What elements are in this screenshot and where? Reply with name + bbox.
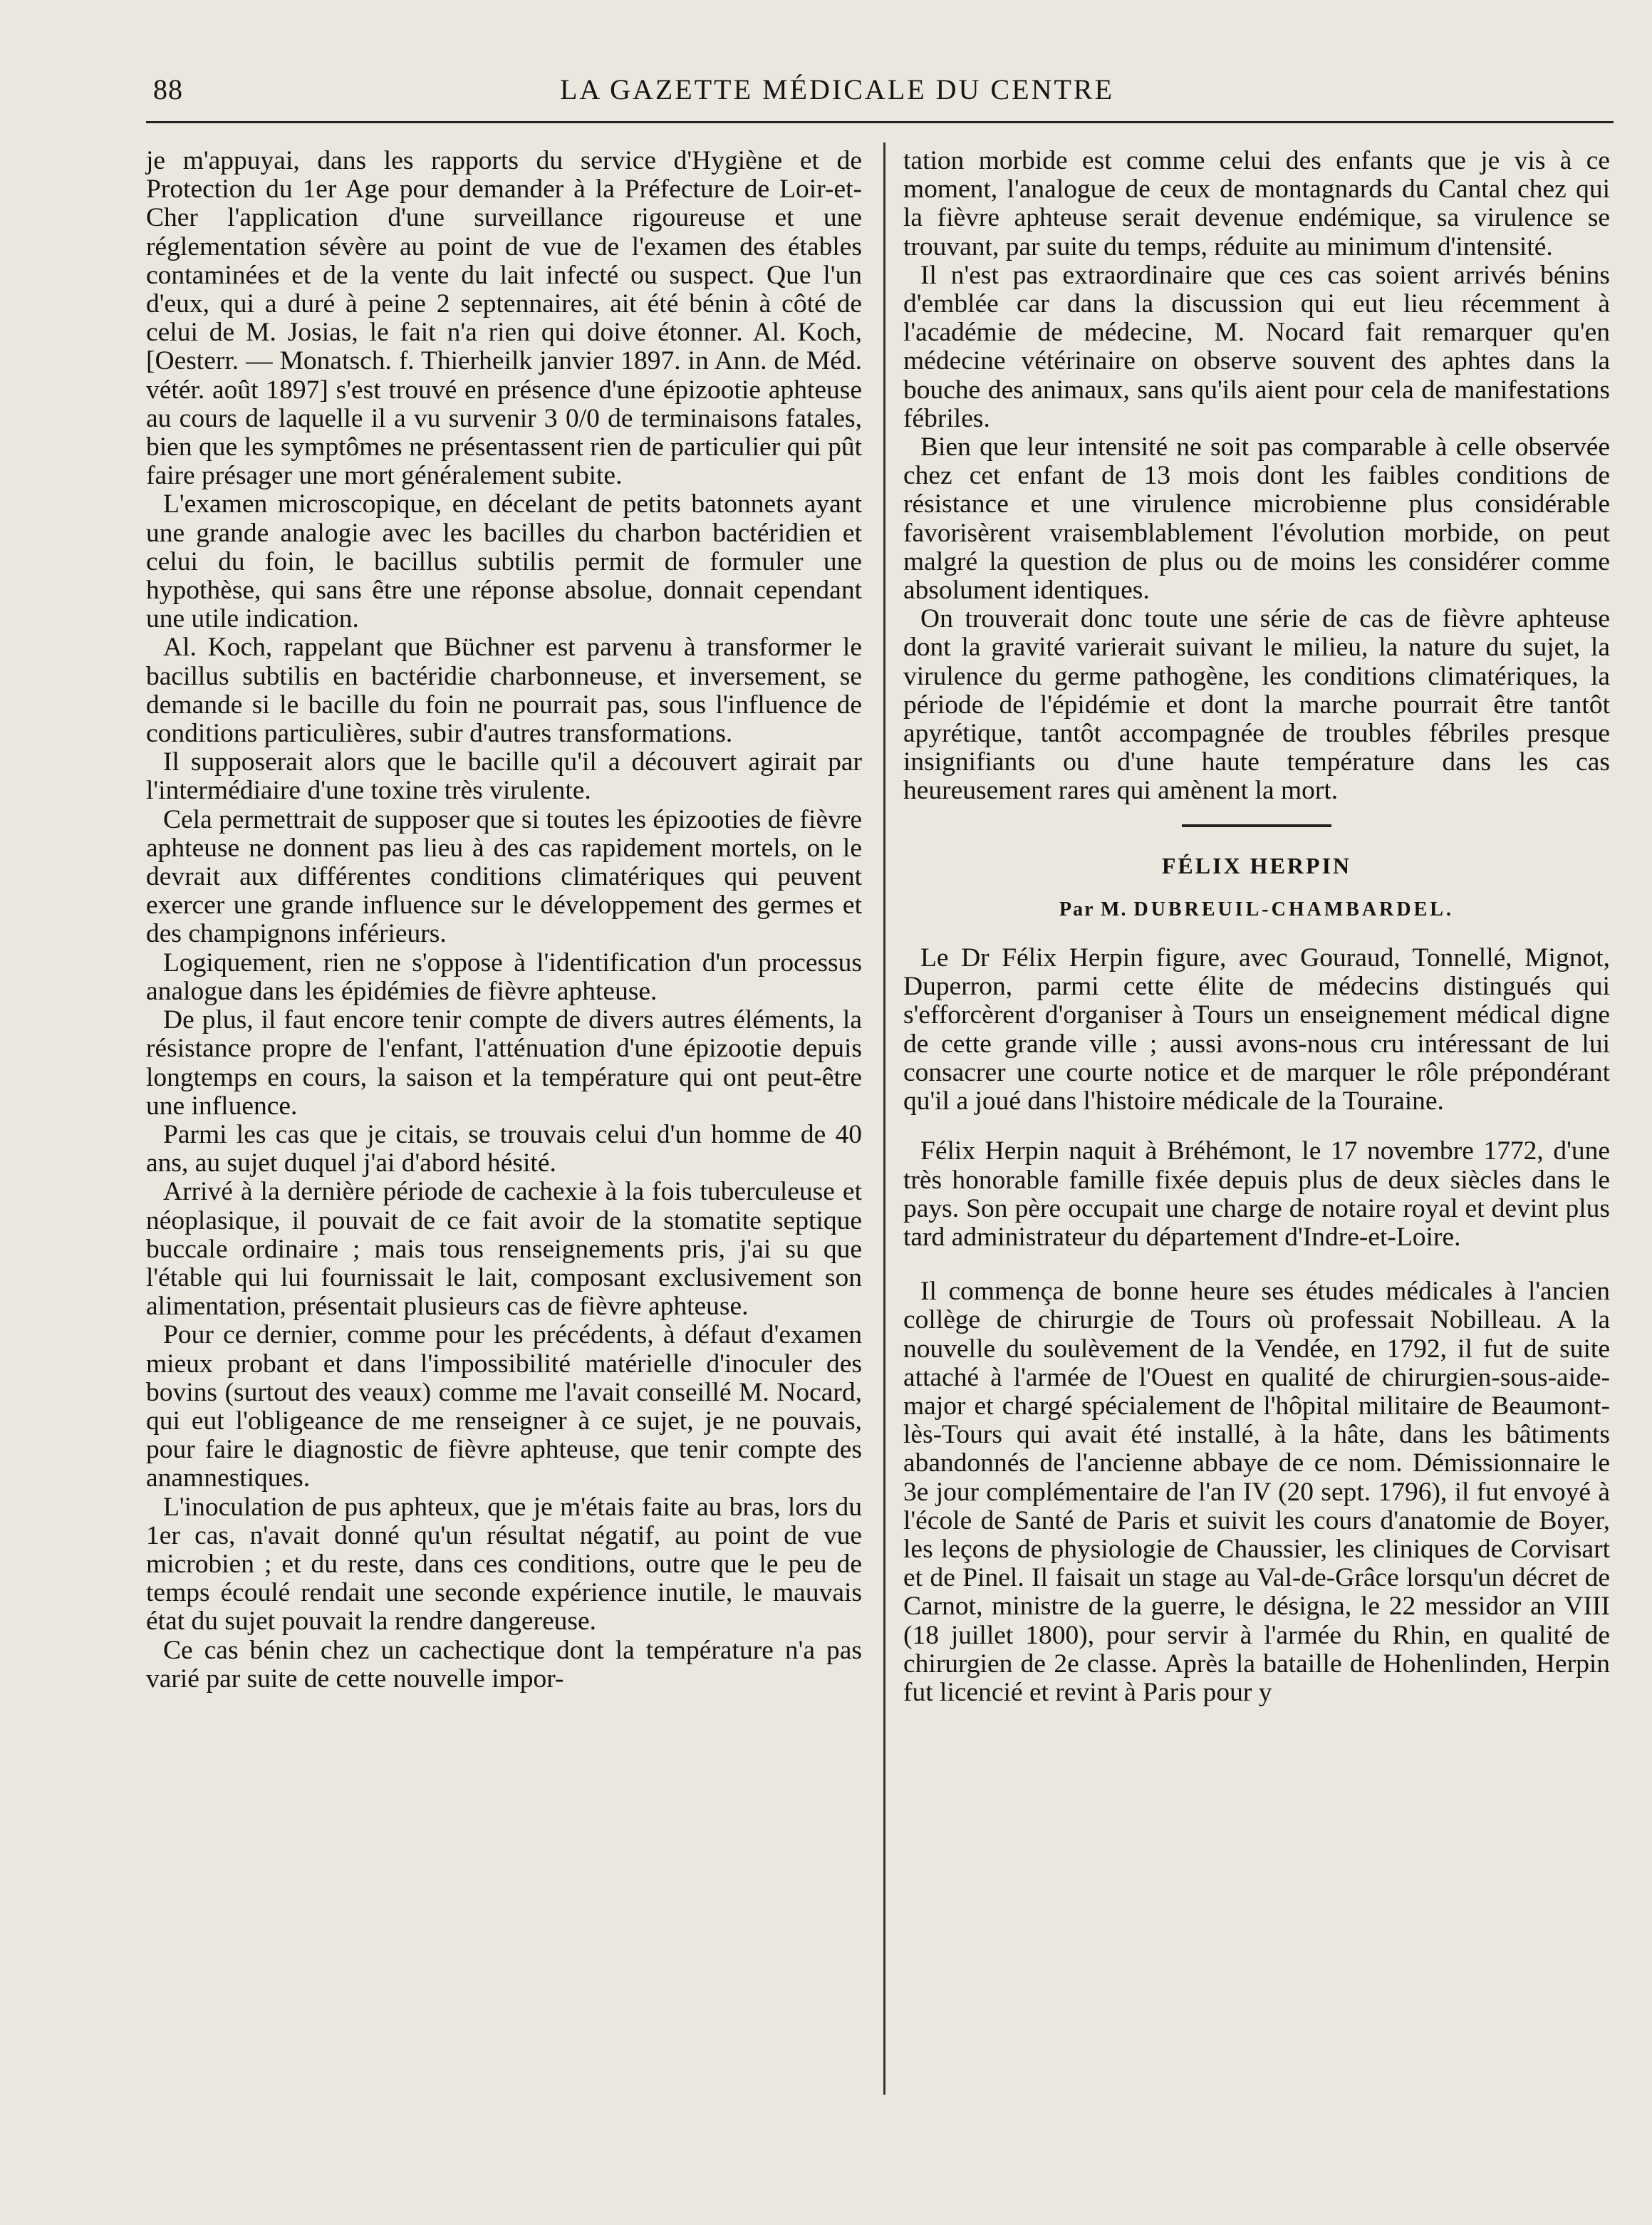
paragraph: Le Dr Félix Herpin figure, avec Gouraud, Tonnellé, Mignot, Duperron, parmi cette élite de médecins distingués qui s'efforcèrent d'organiser à Tours un enseignement médical digne de cette grande ville ; aussi avons-nous cru intéressant de lui consacrer une courte notice et de marquer le rôle prépondérant qu'il a joué dans l'histoire médicale de la Touraine. xyxy=(903,943,1610,1116)
left-column xyxy=(146,147,862,1694)
paragraph: Logiquement, rien ne s'oppose à l'identification d'un processus analogue dans les épidémies de fièvre aphteuse. xyxy=(146,948,862,1006)
paragraph: L'inoculation de pus aphteux, que je m'étais faite au bras, lors du 1er cas, n'avait donné qu'un résultat négatif, au point de vue microbien ; et du reste, dans ces conditions, outre que le peu de temps écoulé rendait une seconde expérience inutile, le mauvais état du sujet pouvait la rendre dangereuse. xyxy=(146,1492,862,1637)
running-title: LA GAZETTE MÉDICALE DU CENTRE xyxy=(559,73,1114,105)
page-header xyxy=(146,73,1528,115)
paragraph: Bien que leur intensité ne soit pas comparable à celle observée chez cet enfant de 13 mois dont les faibles conditions de résistance et une virulence microbienne plus considérable favorisèrent vraisemblablement l'évolution morbide, on peut malgré la question de plus ou de moins les considérer comme absolument identiques. xyxy=(903,432,1610,606)
paragraph: Il commença de bonne heure ses études médicales à l'ancien collège de chirurgie de Tours où professait Nobilleau. A la nouvelle du soulèvement de la Vendée, en 1792, il fut de suite attaché à l'armée de l'Ouest en qualité de chirurgien-sous-aide-major et chargé spécialement de l'hôpital militaire de Beaumont-lès-Tours qui avait été installé, à la hâte, dans les bâtiments abandonnés de l'ancienne abbaye de ce nom. Démissionnaire le 3e jour complémentaire de l'an IV (20 sept. 1796), il fut envoyé à l'école de Santé de Paris et suivit les cours d'anatomie de Boyer, les leçons de physiologie de Chaussier, les cliniques de Corvisart et de Pinel. Il faisait un stage au Val-de-Grâce lorsqu'un décret de Carnot, ministre de la guerre, le désigna, le 22 messidor an VIII (18 juillet 1800), pour servir à l'armée du Rhin, en qualité de chirurgien de 2e classe. Après la bataille de Hohenlinden, Herpin fut licencié et revint à Paris pour y xyxy=(903,1277,1610,1707)
paragraph: Parmi les cas que je citais, se trouvais celui d'un homme de 40 ans, au sujet duquel j'ai d'abord hésité. xyxy=(146,1119,862,1178)
column-divider xyxy=(883,142,885,2095)
section-separator xyxy=(1182,824,1331,827)
byline-author: DUBREUIL-CHAMBARDEL. xyxy=(1133,898,1454,920)
paragraph: tation morbide est comme celui des enfants que je vis à ce moment, l'analogue de ceux de montagnards du Cantal chez qui la fièvre aphteuse serait devenue endémique, sa virulence se trouvant, par suite du temps, réduite au minimum d'intensité. xyxy=(903,146,1610,261)
article-title: FÉLIX HERPIN xyxy=(1161,852,1352,878)
page-number: 88 xyxy=(153,73,183,105)
paragraph: Al. Koch, rappelant que Büchner est parvenu à transformer le bacillus subtilis en bactéridie charbonneuse, et inversement, se demande si le bacille du foin ne pourrait pas, sous l'influence de conditions particulières, subir d'autres transformations. xyxy=(146,633,862,749)
paragraph: je m'appuyai, dans les rapports du service d'Hygiène et de Protection du 1er Age pour demander à la Préfecture de Loir-et-Cher l'application d'une surveillance rigoureuse et une réglementation sévère au point de vue de l'examen des étables contaminées et de la vente du lait infecté ou suspect. Que l'un d'eux, qui a duré à peine 2 septennaires, ait été bénin à côté de celui de M. Josias, le fait n'a rien qui doive étonner. Al. Koch, [Oesterr. — Monatsch. f. Thierheilk janvier 1897. in Ann. de Méd. vétér. août 1897] s'est trouvé en présence d'une épizootie aphteuse au cours de laquelle il a vu survenir 3 0/0 de terminaisons fatales, bien que les symptômes ne présentassent rien de particulier qui pût faire présager une mort généralement subite. xyxy=(146,146,862,491)
paragraph: L'examen microscopique, en décelant de petits batonnets ayant une grande analogie avec les bacilles du charbon bactéridien et celui du foin, le bacillus subtilis permit de formuler une hypothèse, qui sans être une réponse absolue, donnait cependant une utile indication. xyxy=(146,489,862,634)
paragraph: Félix Herpin naquit à Bréhémont, le 17 novembre 1772, d'une très honorable famille fixée depuis plus de deux siècles dans le pays. Son père occupait une charge de notaire royal et devint plus tard administrateur du département d'Indre-et-Loire. xyxy=(903,1136,1610,1252)
paragraph: Arrivé à la dernière période de cachexie à la fois tuberculeuse et néoplasique, il pouvait de ce fait avoir de la stomatite septique buccale ordinaire ; mais tous renseignements pris, j'ai su que l'étable qui lui fournissait le lait, composant exclusivement son alimentation, présentait plusieurs cas de fièvre aphteuse. xyxy=(146,1177,862,1322)
paragraph: De plus, il faut encore tenir compte de divers autres éléments, la résistance propre de l'enfant, l'atténuation d'une épizootie depuis longtemps en cours, la saison et la température qui ont peut-être une influence. xyxy=(146,1005,862,1121)
paragraph: Pour ce dernier, comme pour les précédents, à défaut d'examen mieux probant et dans l'impossibilité matérielle d'inoculer des bovins (surtout des veaux) comme me l'avait conseillé M. Nocard, qui eut l'obligeance de me renseigner à ce sujet, je ne pouvais, pour faire le diagnostic de fièvre aphteuse, que tenir compte des anamnestiques. xyxy=(146,1320,862,1493)
right-column xyxy=(903,147,1610,1707)
paragraph: On trouverait donc toute une série de cas de fièvre aphteuse dont la gravité varierait suivant le milieu, la nature du sujet, la virulence du germe pathogène, les conditions climatériques, la période de l'épidémie et dont la marche pourrait être tantôt apyrétique, tantôt accompagnée de troubles fébriles presque insignifiants ou d'une haute température dans les cas heureusement rares qui amènent la mort. xyxy=(903,604,1610,806)
byline-prefix: Par M. xyxy=(1059,898,1128,920)
paragraph: Cela permettrait de supposer que si toutes les épizooties de fièvre aphteuse ne donnent pas lieu à des cas rapidement mortels, on le devrait aux différentes conditions climatériques qui peuvent exercer une grande influence sur le développement des germes et des champignons inférieurs. xyxy=(146,804,862,949)
header-rule xyxy=(146,121,1614,123)
paragraph: Ce cas bénin chez un cachectique dont la température n'a pas varié par suite de cette nouvelle impor- xyxy=(146,1635,862,1694)
paragraph: Il supposerait alors que le bacille qu'il a découvert agirait par l'intermédiaire d'une toxine très virulente. xyxy=(146,747,862,806)
paragraph: Il n'est pas extraordinaire que ces cas soient arrivés bénins d'emblée car dans la discussion qui eut lieu récemment à l'académie de médecine, M. Nocard fait remarquer qu'en médecine vétérinaire on observe souvent des aphtes dans la bouche des animaux, sans qu'ils aient pour cela de manifestations fébriles. xyxy=(903,260,1610,433)
article-byline xyxy=(903,896,1610,924)
